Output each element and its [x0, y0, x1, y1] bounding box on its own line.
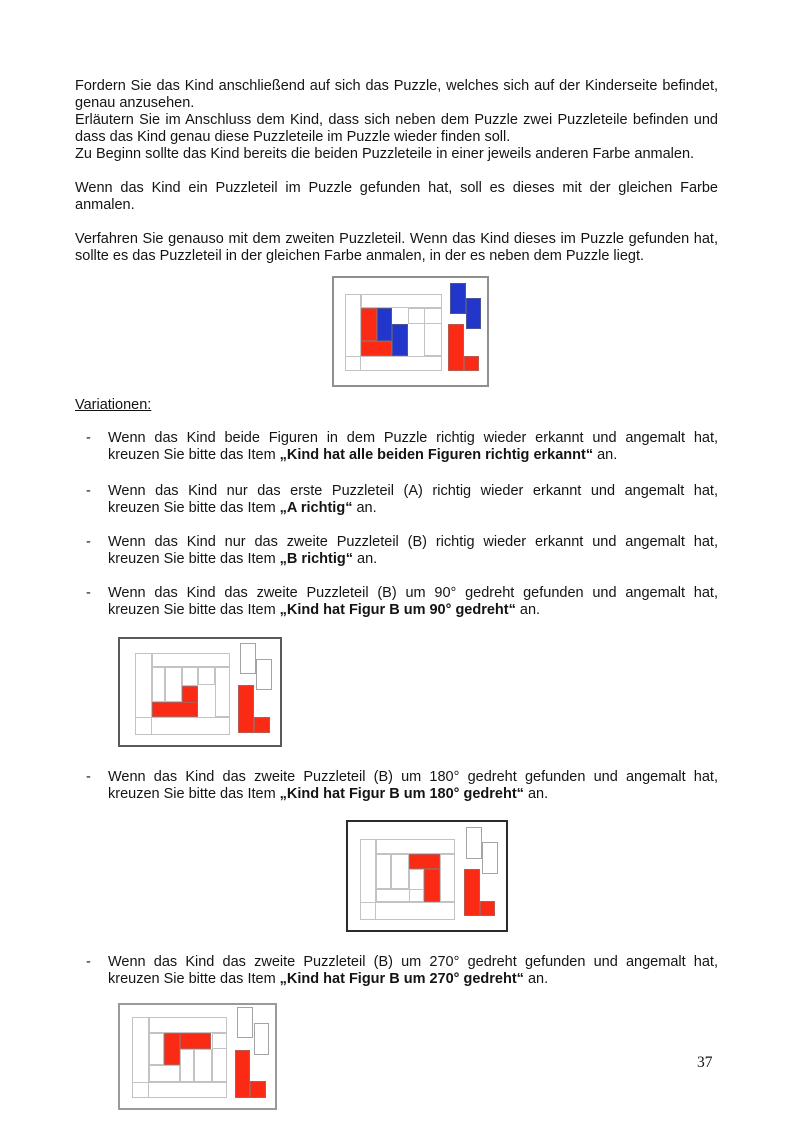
bullet-dash: -	[86, 430, 91, 446]
red-piece	[254, 717, 270, 733]
line2-post: an.	[523, 971, 549, 987]
red-piece	[180, 1033, 211, 1049]
bullet-line-1: Wenn das Kind das zweite Puzzleteil (B) um 270° gedreht gefunden und angemalt hat,	[108, 954, 718, 970]
bullet-text	[108, 483, 718, 517]
piece-outline	[482, 842, 498, 874]
piece-outline	[466, 827, 482, 859]
item-label-bold: „Kind hat Figur B um 270° gedreht“	[279, 971, 524, 987]
blue-piece	[450, 283, 466, 314]
red-piece	[409, 854, 440, 869]
line2-post: an.	[523, 786, 549, 802]
variation-item-b-180	[75, 769, 718, 803]
bullet-line-2	[108, 786, 718, 803]
puzzle-frame-cell	[194, 1049, 212, 1082]
item-label-bold: „Kind hat Figur B um 180° gedreht“	[279, 786, 524, 802]
line2-post: an.	[352, 500, 377, 516]
figure-puzzle-original	[332, 276, 489, 387]
bullet-dash: -	[86, 769, 91, 785]
variations-heading: Variationen:	[75, 397, 152, 413]
bullet-line-2	[108, 971, 718, 988]
paragraph-found-piece: Wenn das Kind ein Puzzleteil im Puzzle gefunden hat, soll es dieses mit der gleichen Farbe anmalen.	[75, 180, 718, 213]
line2-post: an.	[515, 602, 541, 618]
bullet-text	[108, 585, 718, 619]
piece-outline	[237, 1007, 253, 1038]
item-label-bold: „A richtig“	[279, 500, 353, 516]
bullet-line-1: Wenn das Kind nur das erste Puzzleteil (A) richtig wieder erkannt und angemalt hat,	[108, 483, 718, 499]
line2-pre: kreuzen Sie bitte das Item	[108, 500, 280, 516]
variation-item-b-correct	[75, 534, 718, 568]
line2-post: an.	[593, 447, 618, 463]
red-piece	[250, 1081, 266, 1098]
red-piece	[361, 308, 377, 341]
red-piece	[464, 356, 479, 371]
red-piece	[480, 901, 495, 916]
intro-sentence-1: Fordern Sie das Kind anschließend auf sich das Puzzle, welches sich auf der Kinderseite befindet, genau anzusehen.	[75, 78, 718, 111]
bullet-dash: -	[86, 483, 91, 499]
bullet-text	[108, 954, 718, 988]
puzzle-frame-cell	[149, 1065, 180, 1082]
line2-pre: kreuzen Sie bitte das Item	[108, 551, 280, 567]
red-piece	[361, 341, 392, 356]
puzzle-frame-cell	[198, 667, 215, 685]
bullet-text	[108, 769, 718, 803]
puzzle-frame-cell	[215, 667, 230, 717]
item-label-bold: „B richtig“	[279, 551, 353, 567]
red-piece	[235, 1050, 250, 1098]
red-piece	[164, 1033, 180, 1065]
puzzle-frame-cell	[149, 1017, 227, 1033]
bullet-text	[108, 430, 718, 464]
puzzle-frame-cell	[132, 1082, 227, 1098]
puzzle-frame-cell	[152, 653, 230, 667]
paragraph-second-piece: Verfahren Sie genauso mit dem zweiten Puzzleteil. Wenn das Kind dieses im Puzzle gefunden hat, sollte es das Puzzleteil in der gleichen Farbe anmalen, in der es neben dem Puzzle liegt.	[75, 231, 718, 264]
puzzle-frame-cell	[212, 1033, 227, 1049]
bullet-line-1: Wenn das Kind nur das zweite Puzzleteil (B) richtig wieder erkannt und angemalt hat,	[108, 534, 718, 550]
bullet-line-1: Wenn das Kind das zweite Puzzleteil (B) um 180° gedreht gefunden und angemalt hat,	[108, 769, 718, 785]
puzzle-frame-cell	[361, 294, 442, 308]
variation-item-a-correct	[75, 483, 718, 517]
bullet-line-2	[108, 447, 718, 464]
variation-item-b-270	[75, 954, 718, 988]
piece-outline	[240, 643, 256, 674]
puzzle-frame-cell	[440, 854, 455, 902]
puzzle-frame-cell	[391, 854, 409, 889]
bullet-dash: -	[86, 954, 91, 970]
page-number: 37	[697, 1054, 713, 1071]
puzzle-frame-cell	[180, 1049, 194, 1082]
figure-puzzle-b-180	[346, 820, 508, 932]
red-piece	[464, 869, 480, 916]
variation-item-both-figures	[75, 430, 718, 464]
red-piece	[238, 685, 254, 733]
blue-piece	[392, 324, 408, 356]
intro-paragraph	[75, 78, 718, 163]
red-piece	[448, 324, 464, 371]
figure-puzzle-b-90	[118, 637, 282, 747]
blue-piece	[377, 308, 392, 341]
bullet-dash: -	[86, 585, 91, 601]
line2-pre: kreuzen Sie bitte das Item	[108, 786, 280, 802]
bullet-dash: -	[86, 534, 91, 550]
line2-pre: kreuzen Sie bitte das Item	[108, 602, 280, 618]
bullet-line-2	[108, 500, 718, 517]
figure-puzzle-b-270	[118, 1003, 277, 1110]
bullet-line-1: Wenn das Kind beide Figuren in dem Puzzle richtig wieder erkannt und angemalt hat,	[108, 430, 718, 446]
puzzle-frame-cell	[345, 356, 442, 371]
line2-pre: kreuzen Sie bitte das Item	[108, 447, 280, 463]
line2-post: an.	[352, 551, 378, 567]
variation-item-b-90	[75, 585, 718, 619]
bullet-text	[108, 534, 718, 568]
red-piece	[152, 702, 198, 717]
puzzle-frame-cell	[152, 667, 165, 702]
red-piece	[424, 869, 440, 902]
intro-sentence-3: Zu Beginn sollte das Kind bereits die beiden Puzzleteile in einer jeweils anderen Farbe anmalen.	[75, 146, 695, 162]
piece-outline	[254, 1023, 269, 1055]
puzzle-frame-cell	[165, 667, 182, 702]
blue-piece	[466, 298, 481, 329]
piece-outline	[256, 659, 272, 690]
puzzle-frame-cell	[376, 854, 391, 889]
puzzle-frame-cell	[408, 308, 442, 324]
puzzle-frame-cell	[409, 869, 424, 902]
puzzle-frame-cell	[182, 667, 198, 686]
puzzle-frame-cell	[149, 1033, 164, 1065]
puzzle-frame-cell	[135, 717, 230, 735]
item-label-bold: „Kind hat Figur B um 90° gedreht“	[279, 602, 516, 618]
puzzle-frame-cell	[360, 902, 455, 920]
line2-pre: kreuzen Sie bitte das Item	[108, 971, 280, 987]
item-label-bold: „Kind hat alle beiden Figuren richtig erkannt“	[279, 447, 594, 463]
bullet-line-2	[108, 551, 718, 568]
bullet-line-1: Wenn das Kind das zweite Puzzleteil (B) um 90° gedreht gefunden und angemalt hat,	[108, 585, 718, 601]
bullet-line-2	[108, 602, 718, 619]
puzzle-frame-cell	[376, 839, 455, 854]
intro-sentence-2: Erläutern Sie im Anschluss dem Kind, dass sich neben dem Puzzle zwei Puzzleteile befinden und dass das Kind genau diese Puzzleteile im Puzzle wieder finden soll.	[75, 112, 718, 145]
